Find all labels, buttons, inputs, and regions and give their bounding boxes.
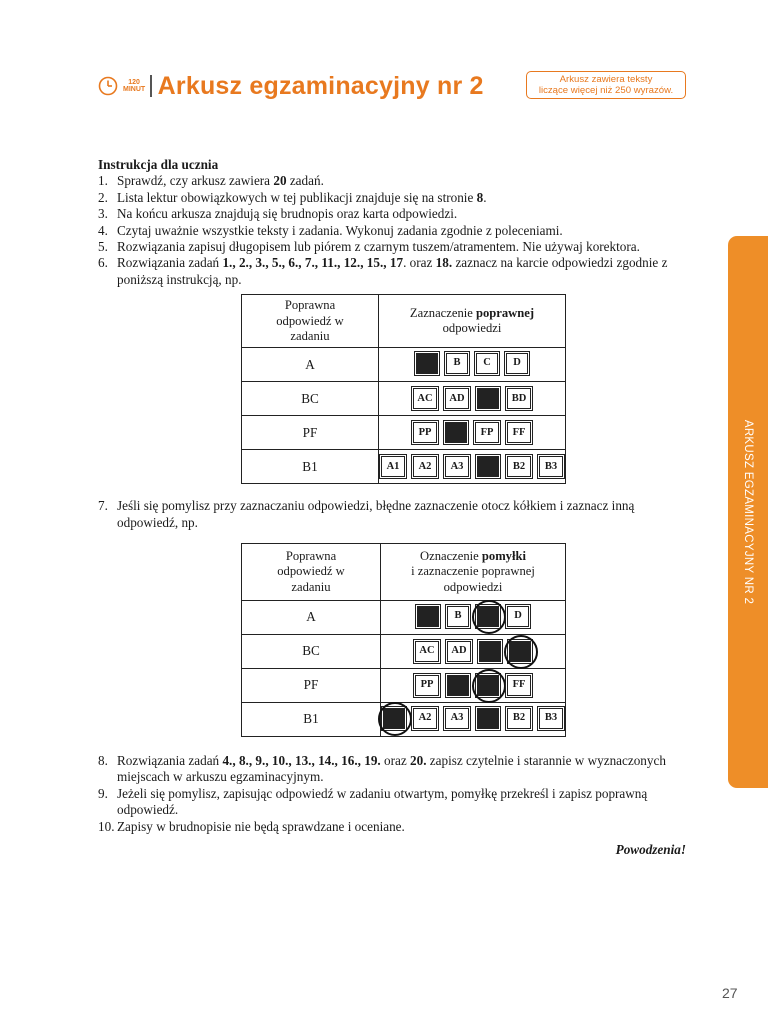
marked-box <box>447 675 469 696</box>
answer-cell: A <box>242 601 381 635</box>
table-header-answer: Poprawna odpowiedź w zadaniu <box>242 544 381 601</box>
marked-box <box>416 353 438 374</box>
item-number: 3. <box>98 206 108 222</box>
clock-icon <box>98 76 118 96</box>
header <box>98 70 484 102</box>
answer-box: A1 <box>381 456 405 477</box>
answer-cell: BC <box>242 382 379 416</box>
answer-boxes <box>415 604 531 629</box>
list-item <box>98 498 690 531</box>
header-text: i zaznaczenie poprawnej odpowiedzi <box>411 564 535 594</box>
table-row <box>242 416 566 450</box>
list-item <box>98 206 690 222</box>
item-text: zapisz czytelnie i starannie w wyznaczonych miejscach w arkuszu egzaminacyjnym. <box>117 753 666 785</box>
marking-cell <box>379 348 566 382</box>
marking-cell <box>379 450 566 484</box>
item-text: Jeżeli się pomylisz, zapisując odpowiedź w zadaniu otwartym, pomyłkę przekreśl i zapisz poprawną odpowiedź. <box>117 785 648 818</box>
answer-box: PP <box>413 422 437 443</box>
table-row <box>242 703 566 737</box>
item-text: Na końcu arkusza znajdują się brudnopis oraz karta odpowiedzi. <box>117 206 458 222</box>
marking-cell <box>381 703 566 737</box>
item-emphasis: 4., 8., 9., 10., 13., 14., 16., 19. <box>222 753 381 769</box>
answer-boxes <box>381 706 565 731</box>
answer-box: D <box>507 606 529 627</box>
answer-cell: A <box>242 348 379 382</box>
item-emphasis: 20. <box>410 753 427 769</box>
table-row <box>242 450 566 484</box>
table-row <box>242 669 566 703</box>
answer-box: B <box>446 353 468 374</box>
answer-boxes <box>379 454 565 479</box>
marked-box <box>445 422 467 443</box>
list-item <box>98 173 690 189</box>
answer-box: AD <box>445 388 469 409</box>
marked-box <box>477 456 499 477</box>
time-limit <box>123 79 145 93</box>
item-text: Rozwiązania zadań <box>117 753 223 769</box>
answer-box: B3 <box>539 708 563 729</box>
answer-boxes <box>413 639 533 664</box>
title-divider <box>150 75 152 97</box>
item-number: 7. <box>98 498 108 514</box>
answer-box: FP <box>475 422 499 443</box>
answer-box: FF <box>507 675 531 696</box>
answer-box: C <box>476 353 498 374</box>
marked-box <box>477 708 499 729</box>
item-text: . oraz <box>403 255 436 271</box>
list-item <box>98 255 690 288</box>
answer-cell: PF <box>242 669 381 703</box>
table-row <box>242 601 566 635</box>
item-number: 2. <box>98 189 108 205</box>
item-emphasis: 8 <box>476 189 484 205</box>
item-text: Zapisy w brudnopisie nie będą sprawdzane i oceniane. <box>117 818 405 834</box>
table-header-answer: Poprawna odpowiedź w zadaniu <box>242 295 379 348</box>
answer-box: D <box>506 353 528 374</box>
answer-box: PP <box>415 675 439 696</box>
word-count-note <box>526 71 686 99</box>
time-value: 120 <box>128 79 140 86</box>
answer-box: A2 <box>413 708 437 729</box>
header-text: Zaznaczenie <box>409 305 476 320</box>
circled-mistake-box <box>383 708 405 729</box>
item-text: oraz <box>380 753 410 769</box>
marked-box <box>479 641 501 662</box>
item-number: 8. <box>98 753 108 769</box>
side-tab-label: ARKUSZ EGZAMINACYJNY NR 2 <box>742 419 754 605</box>
table-row <box>242 348 566 382</box>
answer-box: AD <box>447 641 471 662</box>
time-unit: MINUT <box>123 86 146 93</box>
item-text: Rozwiązania zadań <box>117 255 223 271</box>
item-emphasis: 18. <box>435 255 453 271</box>
instructions <box>98 157 690 859</box>
item-text: Sprawdź, czy arkusz zawiera <box>117 173 274 189</box>
answer-box: BD <box>507 388 531 409</box>
item-text: Rozwiązania zapisuj długopisem lub piórem z czarnym tuszem/atramentem. Nie używaj korektora. <box>117 239 640 255</box>
list-item <box>98 753 690 786</box>
marking-cell <box>381 635 566 669</box>
table-row <box>242 635 566 669</box>
answer-cell: PF <box>242 416 379 450</box>
answer-boxes <box>411 386 533 411</box>
answer-cell: B1 <box>242 450 379 484</box>
instructions-heading: Instrukcja dla ucznia <box>98 157 219 172</box>
marked-box <box>417 606 439 627</box>
circled-mistake-box <box>477 675 499 696</box>
answer-box: B3 <box>539 456 563 477</box>
page-number: 27 <box>722 985 738 1001</box>
list-item <box>98 786 690 819</box>
answer-box: AC <box>415 641 439 662</box>
item-number: 1. <box>98 173 108 189</box>
closing-text: Powodzenia! <box>615 842 686 858</box>
answer-cell: BC <box>242 635 381 669</box>
table-header-marking <box>379 295 566 348</box>
answer-box: B2 <box>507 456 531 477</box>
item-number: 4. <box>98 222 108 238</box>
list-item <box>98 239 690 255</box>
answer-boxes <box>413 673 533 698</box>
item-number: 5. <box>98 239 108 255</box>
example-table-correct <box>241 294 566 484</box>
marking-cell <box>379 416 566 450</box>
item-text: . <box>483 189 487 205</box>
item-number: 10. <box>98 818 115 834</box>
table-row <box>242 382 566 416</box>
answer-box: AC <box>413 388 437 409</box>
marking-cell <box>379 382 566 416</box>
marked-box <box>477 388 499 409</box>
item-text: Jeśli się pomylisz przy zaznaczaniu odpowiedzi, błędne zaznaczenie otocz kółkiem i zaznacz inną odpowiedź, np. <box>117 498 635 530</box>
table-header-marking <box>381 544 566 601</box>
item-number: 9. <box>98 785 108 801</box>
item-text: Czytaj uważnie wszystkie teksty i zadania. Wykonuj zadania zgodnie z poleceniami. <box>117 222 563 238</box>
answer-box: FF <box>507 422 531 443</box>
answer-box: B <box>447 606 469 627</box>
list-item <box>98 223 690 239</box>
note-line-1: Arkusz zawiera teksty <box>559 74 653 85</box>
marking-cell <box>381 669 566 703</box>
item-text: zaznacz na karcie odpowiedzi zgodnie z poniższą instrukcją, np. <box>117 255 668 287</box>
header-text: Oznaczenie <box>420 548 482 563</box>
marking-cell <box>381 601 566 635</box>
item-number: 6. <box>98 255 108 271</box>
list-item <box>98 190 690 206</box>
header-text: odpowiedzi <box>442 321 502 336</box>
header-emphasis: pomyłki <box>481 548 526 563</box>
page-title: Arkusz egzaminacyjny nr 2 <box>157 71 484 100</box>
item-emphasis: 20 <box>273 173 287 189</box>
answer-boxes <box>414 351 530 376</box>
note-line-2: liczące więcej niż 250 wyrazów. <box>538 85 674 96</box>
example-table-mistake <box>241 543 566 737</box>
answer-box: B2 <box>507 708 531 729</box>
item-text: zadań. <box>286 173 324 189</box>
answer-box: A2 <box>413 456 437 477</box>
item-text: Lista lektur obowiązkowych w tej publikacji znajduje się na stronie <box>117 189 477 205</box>
list-item <box>98 819 690 835</box>
answer-boxes <box>411 420 533 445</box>
answer-box: A3 <box>445 456 469 477</box>
circled-mistake-box <box>477 606 499 627</box>
header-emphasis: poprawnej <box>475 305 535 320</box>
item-emphasis: 1., 2., 3., 5., 6., 7., 11., 12., 15., 17 <box>222 255 404 271</box>
circled-mistake-box <box>509 641 531 662</box>
answer-cell: B1 <box>242 703 381 737</box>
answer-box: A3 <box>445 708 469 729</box>
